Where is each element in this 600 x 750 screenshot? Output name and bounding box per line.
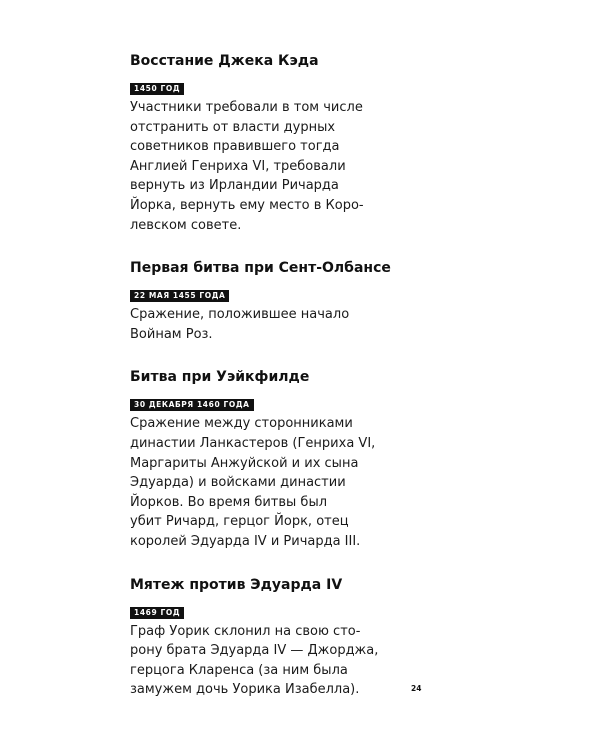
entry-text-line: Сражение между сторонниками (130, 416, 353, 432)
entry-text-line: вернуть из Ирландии Ричарда (130, 178, 339, 194)
entry-title: Восстание Джека Кэда (130, 53, 319, 69)
entry-text-line: отстранить от власти дурных (130, 119, 336, 135)
entry-title: Первая битва при Сент-Олбансе (130, 260, 391, 277)
entry-text-line: герцога Кларенса (за ним была (130, 662, 348, 678)
entry-jack-cade-rebellion (130, 52, 410, 235)
entry-text-line: советников правившего тогда (130, 139, 340, 155)
entry-text-line: Войнам Роз. (130, 326, 213, 342)
entry-text-line: убит Ричард, герцог Йорк, отец (130, 514, 349, 530)
entry-text-line: Англией Генриха VI, требовали (130, 158, 346, 174)
entry-text-line: замужем дочь Уорика Изабелла). (130, 682, 360, 698)
entry-text-line: Йорка, вернуть ему место в Коро- (130, 197, 364, 213)
entry-battle-wakefield (130, 368, 410, 551)
entry-text-line: Маргариты Анжуйской и их сына (130, 455, 359, 471)
entry-title: Мятеж против Эдуарда IV (130, 576, 343, 593)
entry-text-line: левском совете. (130, 217, 242, 233)
entry-description (130, 305, 410, 344)
entry-date-badge: 1450 ГОД (130, 83, 184, 95)
entry-date-badge: 30 ДЕКАБРЯ 1460 ГОДА (130, 399, 254, 411)
entry-text-line: Йорков. Во время битвы был (130, 494, 328, 510)
entry-date-badge: 22 МАЯ 1455 ГОДА (130, 290, 229, 302)
entry-text-line: Эдуарда) и войсками династии (130, 475, 346, 491)
entry-first-battle-st-albans (130, 259, 410, 344)
entry-description (130, 622, 410, 700)
entry-date-badge: 1469 ГОД (130, 607, 184, 619)
entry-text-line: рону брата Эдуарда IV — Джорджа, (130, 643, 379, 659)
entry-title: Битва при Уэйкфилде (130, 369, 310, 386)
entry-text-line: династии Ланкастеров (Генриха VI, (130, 435, 376, 451)
entry-description (130, 414, 410, 551)
entry-text-line: королей Эдуарда IV и Ричарда III. (130, 533, 361, 549)
entry-text-line: Граф Уорик склонил на свою сто- (130, 623, 361, 639)
entry-rebellion-edward-iv (130, 576, 410, 700)
page-number: 24 (411, 684, 422, 693)
entry-description (130, 98, 410, 235)
entry-text-line: Сражение, положившее начало (130, 307, 350, 323)
entry-text-line: Участники требовали в том числе (130, 100, 363, 115)
page-content (130, 52, 410, 724)
